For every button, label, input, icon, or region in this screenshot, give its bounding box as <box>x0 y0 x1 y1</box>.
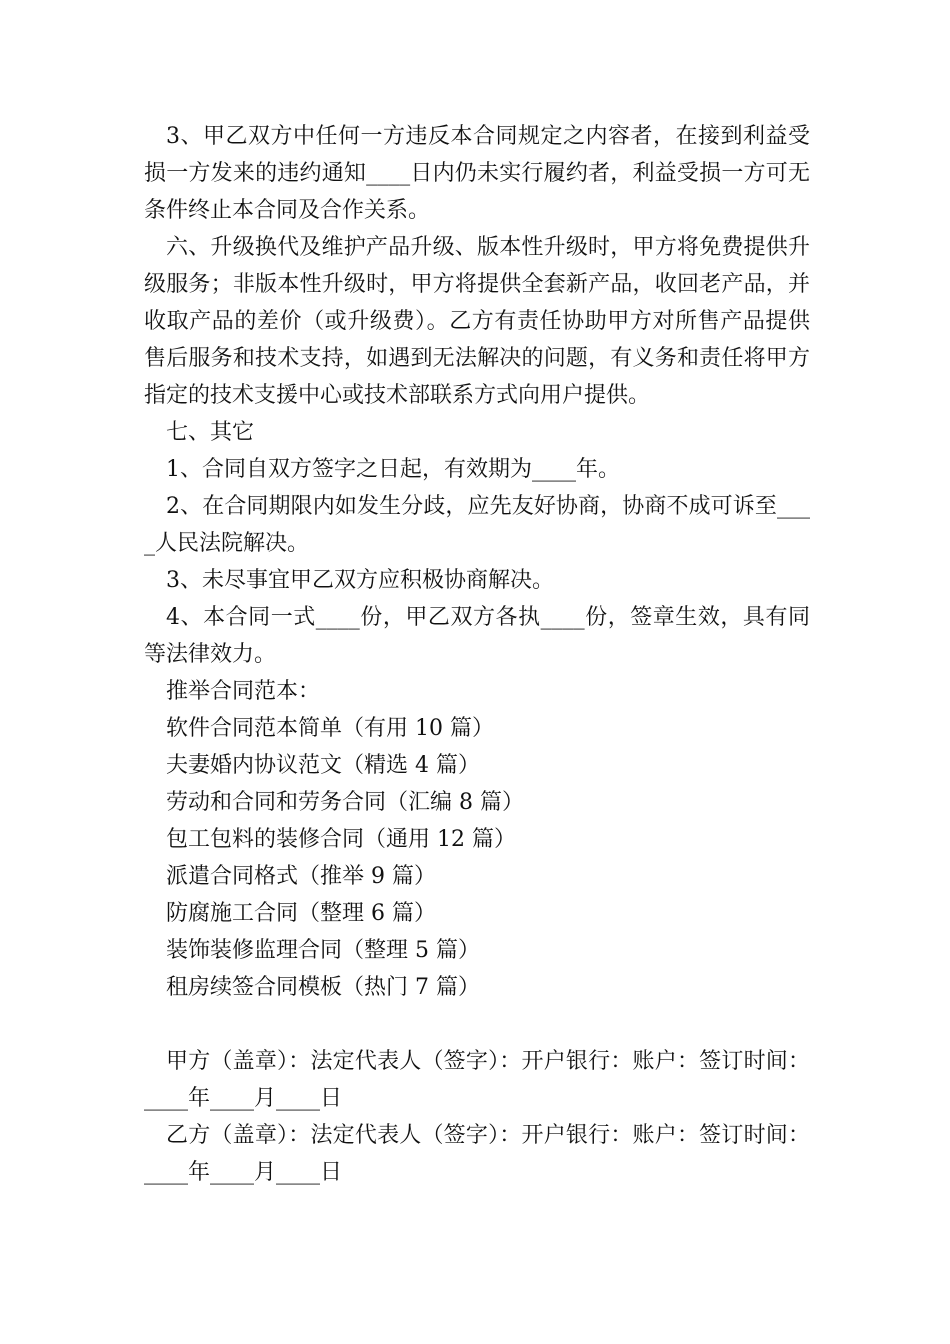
spacer <box>144 1006 810 1043</box>
clause-4-copies: 4、本合同一式____份，甲乙双方各执____份，签章生效，具有同等法律效力。 <box>144 605 810 667</box>
clause-1-validity: 1、合同自双方签字之日起，有效期为____年。 <box>166 457 620 482</box>
clause-3-breach: 3、甲乙双方中任何一方违反本合同规定之内容者，在接到利益受损一方发来的违约通知____日内仍未实行履约者，利益受损一方可无条件终止本合同及合作关系。 <box>144 124 810 223</box>
list-item[interactable]: 派遣合同格式（推举 9 篇） <box>166 864 436 889</box>
signature-party-a: 甲方（盖章）：法定代表人（签字）：开户银行：账户：签订时间：____年____月____日 <box>144 1049 810 1111</box>
recommend-heading: 推举合同范本： <box>166 679 321 704</box>
section-7-heading: 七、其它 <box>166 420 255 445</box>
recommend-list <box>144 710 810 1006</box>
list-item[interactable]: 夫妻婚内协议范文（精选 4 篇） <box>166 753 480 778</box>
list-item[interactable]: 防腐施工合同（整理 6 篇） <box>166 901 436 926</box>
section-6-upgrade: 六、升级换代及维护产品升级、版本性升级时，甲方将免费提供升级服务；非版本性升级时，甲方将提供全套新产品，收回老产品，并收取产品的差价（或升级费）。乙方有责任协助甲方对所售产品提供售后服务和技术支持，如遇到无法解决的问题，有义务和责任将甲方指定的技术支援中心或技术部联系方式向用户提供。 <box>144 235 810 408</box>
clause-3-negotiate: 3、未尽事宜甲乙双方应积极协商解决。 <box>166 568 554 593</box>
list-item[interactable]: 租房续签合同模板（热门 7 篇） <box>166 975 480 1000</box>
list-item[interactable]: 包工包料的装修合同（通用 12 篇） <box>166 827 516 852</box>
list-item[interactable]: 劳动和合同和劳务合同（汇编 8 篇） <box>166 790 524 815</box>
list-item[interactable]: 装饰装修监理合同（整理 5 篇） <box>166 938 480 963</box>
list-item[interactable]: 软件合同范本简单（有用 10 篇） <box>166 716 494 741</box>
document-page <box>144 118 810 1191</box>
clause-2-dispute: 2、在合同期限内如发生分歧，应先友好协商，协商不成可诉至____人民法院解决。 <box>144 494 810 556</box>
signature-party-b: 乙方（盖章）：法定代表人（签字）：开户银行：账户：签订时间：____年____月____日 <box>144 1123 810 1185</box>
